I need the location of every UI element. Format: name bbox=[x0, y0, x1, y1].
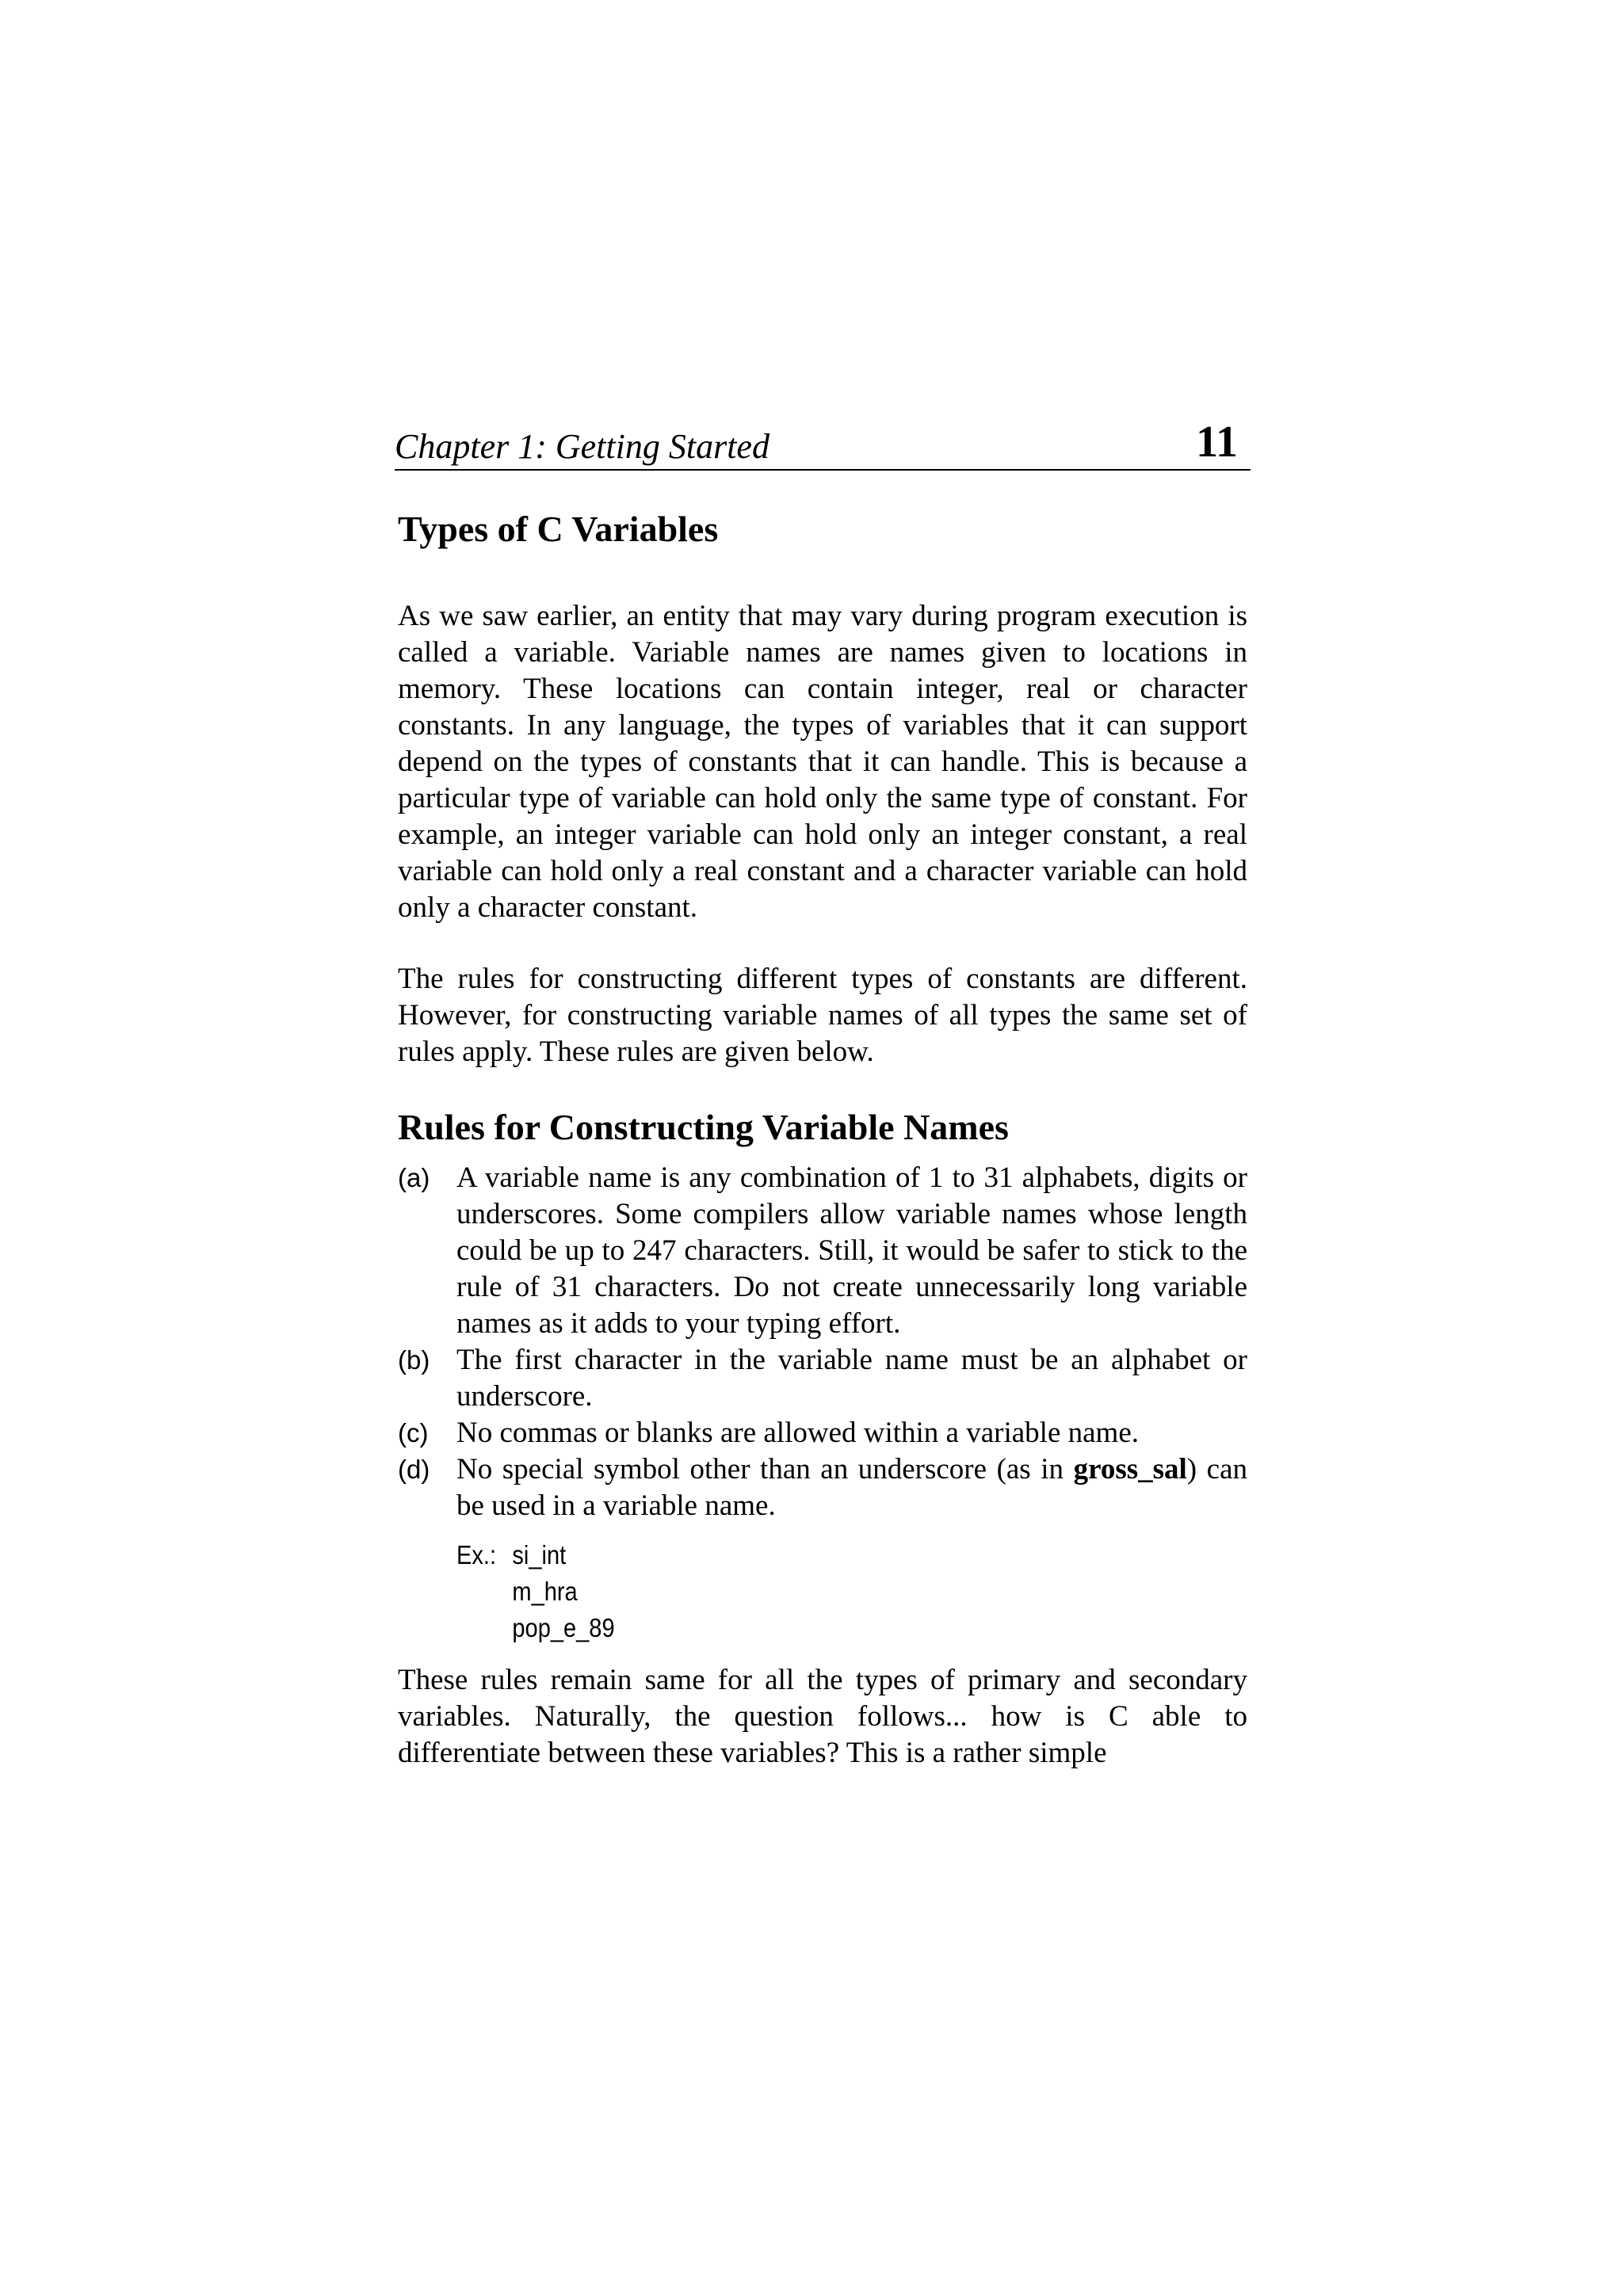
rule-marker: (c) bbox=[398, 1418, 429, 1448]
rule-marker: (b) bbox=[398, 1345, 430, 1375]
rule-text: A variable name is any combination of 1 to 31 alphabets, digits or underscores. Some compilers allow variable names whose length could be up to 247 characters. Still, it would be safer to stick to the rule of 31 characters. Do not create unnecessarily long variable names as it adds to your typing effort. bbox=[456, 1161, 1247, 1341]
rule-item-d bbox=[398, 1451, 1247, 1524]
rule-item-a bbox=[398, 1160, 1247, 1342]
page-content bbox=[398, 507, 1247, 1772]
example-item: si_int bbox=[512, 1540, 567, 1570]
example-item: pop_e_89 bbox=[512, 1613, 615, 1643]
section-title-types-of-c-variables: Types of C Variables bbox=[398, 509, 719, 549]
rule-item-b bbox=[398, 1342, 1247, 1415]
section-title-rules: Rules for Constructing Variable Names bbox=[398, 1107, 1009, 1148]
rule-marker: (d) bbox=[398, 1455, 430, 1485]
bold-code-term: gross_sal bbox=[1073, 1453, 1187, 1486]
examples-block bbox=[456, 1537, 1152, 1646]
rule-marker: (a) bbox=[398, 1163, 430, 1193]
page-number: 11 bbox=[1196, 418, 1238, 467]
examples-label: Ex.: bbox=[456, 1540, 497, 1570]
rules-list bbox=[398, 1160, 1247, 1524]
rule-text: No commas or blanks are allowed within a variable name. bbox=[456, 1417, 1139, 1450]
examples-list bbox=[512, 1537, 1152, 1646]
rule-text bbox=[456, 1453, 1247, 1522]
example-item: m_hra bbox=[512, 1577, 578, 1607]
rule-item-c bbox=[398, 1415, 1247, 1451]
paragraph: These rules remain same for all the types of primary and secondary variables. Naturally, the question follows... how is C able to differentiate between these variables? This is a rather simple bbox=[398, 1664, 1247, 1770]
paragraph: As we saw earlier, an entity that may vary during program execution is called a variable. Variable names are names given to locations in memory. These locations can contain integer, real or character constants. In any language, the types of variables that it can support depend on the types of constants that it can handle. This is because a particular type of variable can hold only the same type of constant. For example, an integer variable can hold only an integer constant, a real variable can hold only a real constant and a character variable can hold only a character constant. bbox=[398, 600, 1247, 925]
rule-text-before: No special symbol other than an underscore (as in bbox=[456, 1453, 1074, 1486]
rule-text-after: ) can be used in a variable name. bbox=[456, 1453, 1247, 1523]
rule-text: The first character in the variable name must be an alphabet or underscore. bbox=[456, 1344, 1247, 1413]
chapter-title: Chapter 1: Getting Started bbox=[395, 427, 769, 466]
page-header bbox=[395, 414, 1251, 471]
paragraph: The rules for constructing different types of constants are different. However, for constructing variable names of all types the same set of rules apply. These rules are given below. bbox=[398, 963, 1247, 1069]
